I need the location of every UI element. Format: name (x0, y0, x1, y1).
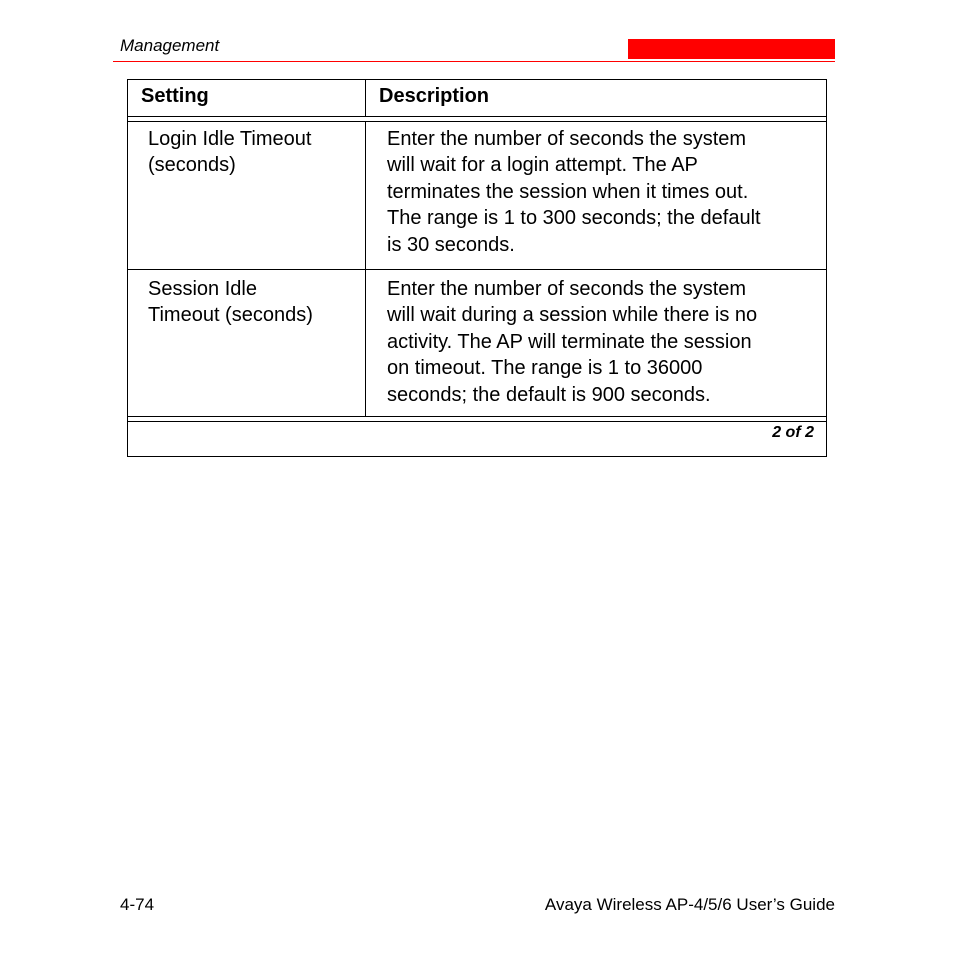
row-separator (127, 269, 827, 270)
header-section-title: Management (120, 36, 220, 55)
description-session-idle-timeout: Enter the number of seconds the system will wait during a session while there is no activity. The AP will terminate the session on timeout. The range is 1 to 36000 seconds; the default is 900 seconds. (387, 278, 758, 406)
column-header-description: Description (379, 85, 490, 107)
header-rule-1 (127, 116, 827, 117)
column-header-setting: Setting (141, 85, 209, 107)
body-end-rule-1 (127, 416, 827, 417)
setting-login-idle-timeout: Login Idle Timeout (seconds) (148, 128, 312, 177)
header-accent-bar (628, 39, 835, 59)
table-border-top (127, 79, 827, 80)
header-rule (113, 61, 835, 62)
table-border-bottom (127, 456, 827, 457)
footer-book-title: Avaya Wireless AP-4/5/6 User’s Guide (544, 895, 835, 914)
table-border-right (826, 79, 827, 457)
column-divider (365, 79, 366, 117)
table-page-indicator: 2 of 2 (772, 424, 814, 441)
header-rule-2 (127, 121, 827, 122)
settings-table (127, 79, 827, 457)
footer-page-number: 4-74 (120, 895, 155, 914)
description-login-idle-timeout: Enter the number of seconds the system will wait for a login attempt. The AP terminates the session when it times out. The range is 1 to 300 seconds; the default is 30 seconds. (387, 128, 761, 256)
setting-session-idle-timeout: Session Idle Timeout (seconds) (148, 278, 313, 327)
body-end-rule-2 (127, 421, 827, 422)
table-border-left (127, 79, 128, 457)
